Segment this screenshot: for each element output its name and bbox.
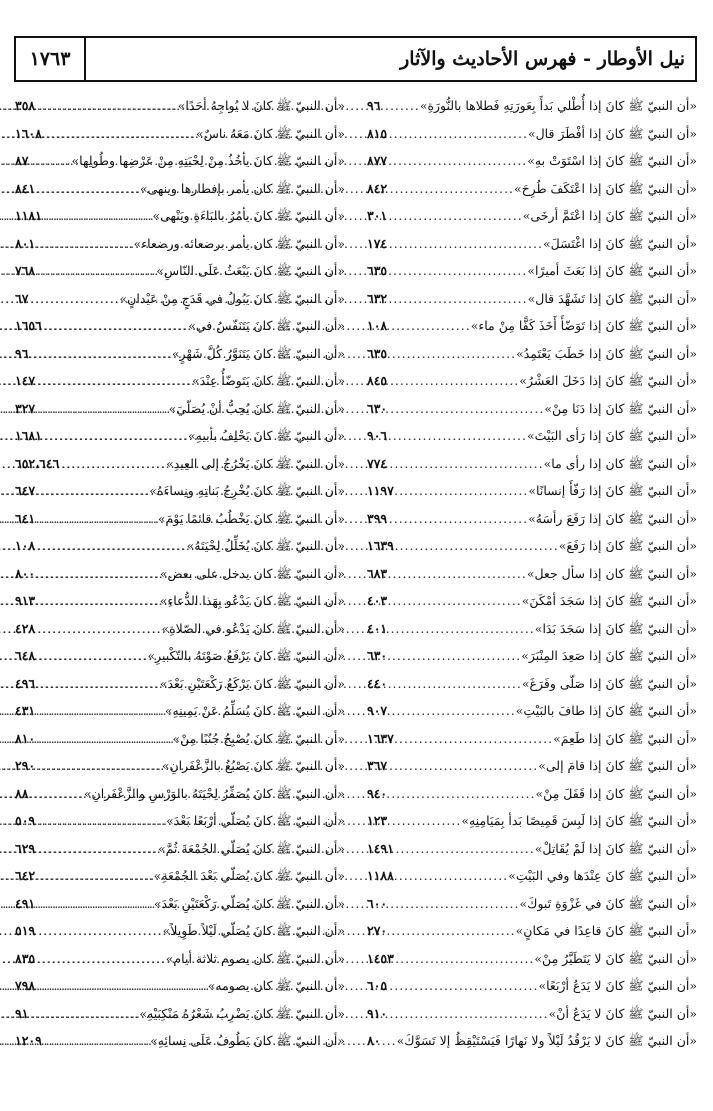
- page-reference: ٤٠٣: [367, 593, 388, 608]
- hadith-text: «أن النبيّ ﷺ كانَ إذا رَفّأَ إنسانًا»: [528, 483, 697, 498]
- page-reference: ٨١٠: [15, 730, 36, 746]
- index-entry: [367, 807, 697, 835]
- hadith-text: «أن النبيّ ﷺ كانَ إذا اعْتَمَّ أرخَى»: [522, 208, 697, 223]
- page-reference: ٢٩٠: [15, 758, 36, 773]
- page-reference: ٨٤٥: [367, 373, 388, 388]
- hadith-text: «أن النبيّ ﷺ كانَ يَرْكَعُ رَكْعَتَيْنِ بَعْدَ»: [159, 675, 345, 691]
- hadith-text: «أن النبيّ ﷺ كانَ إذا اعْتَكَفَ طُرِحَ»: [513, 180, 697, 196]
- hadith-text: «أن النبيّ ﷺ كانَ إذا تَوَضّأَ أَخَذَ كَفًّا مِنْ ماء»: [470, 318, 697, 333]
- page-reference: ٨٧: [15, 153, 29, 168]
- page-reference: ٦٠٠: [367, 895, 388, 911]
- dot-leader: [37, 230, 133, 258]
- page-reference: ١٤٩١: [367, 840, 394, 856]
- page-reference: ٩٦: [367, 98, 381, 113]
- hadith-text: «أن النبيّ ﷺ كانَ إذا لَبِسَ قَمِيصًا بَدأ بِمَيَامِنِهِ»: [461, 813, 697, 828]
- hadith-text: «أن النبيّ ﷺ كانَ لا يَتَطَيَّرُ مِنْ»: [534, 950, 697, 966]
- page-reference: ٣٢٧: [15, 400, 36, 416]
- index-entry: [15, 890, 345, 918]
- hadith-text: «أن النبيّ ﷺ كانَ إذا دَخَلَ العَشْرُ»: [519, 373, 697, 388]
- page-reference: ٩١٣: [15, 593, 36, 608]
- hadith-text: «أن النبيّ ﷺ كانَ إذا رَفَعَ»: [558, 538, 697, 553]
- index-entry: [15, 422, 345, 450]
- page-reference: ١٦٥٦: [15, 318, 42, 333]
- hadith-text: «أن النبيّ ﷺ كانَ يأخُذُ مِنْ لِحْيَتِهِ مِنْ عَرْضِها وطُولِها»: [71, 153, 345, 168]
- hadith-text: «أن النبيّ ﷺ كانَ إذا سَجَدَ أمْكَنَ»: [521, 593, 697, 608]
- index-entry: [367, 1000, 697, 1028]
- hadith-text: «أن النبيّ ﷺ كانَ يَخْطُبُ قائمًا يَوْمَ»: [157, 510, 345, 526]
- page-reference: ٨١٥: [367, 125, 388, 141]
- page-reference: ١٢٠٩: [15, 1033, 42, 1048]
- page-reference: ٣٩٩: [367, 510, 388, 526]
- hadith-text: «أن النبيّ ﷺ كانَ يُسَلِّمُ عَنْ يَمِينِهِ»: [164, 703, 345, 718]
- page-reference: ٥١٩: [15, 923, 36, 938]
- page-reference: ٦٤٨: [15, 648, 36, 663]
- dot-leader: [389, 120, 528, 148]
- page-reference: ٨٠١: [15, 235, 36, 251]
- page-reference: ٩٠٦: [367, 428, 388, 443]
- hadith-text: «أن النبيّ ﷺ كانَ يُخَلِّلُ لِحْيَتَهُ»: [186, 538, 345, 553]
- index-entry: [367, 175, 697, 203]
- hadith-text: «أن النبيّ ﷺ كانَ يَرْفَعُ صَوْتَهُ بالتّكْبيرِ»: [147, 648, 345, 663]
- index-entry: [367, 367, 697, 395]
- index-entry: [15, 505, 345, 533]
- index-entry: [15, 560, 345, 588]
- page-reference: ٤٩٦: [15, 675, 36, 691]
- hadith-text: «أن النبيّ ﷺ كانَ يُصْبِحُ جُنُبًا مِنْ»: [172, 730, 345, 746]
- right-column: [367, 92, 697, 1092]
- hadith-text: «أن النبيّ ﷺ كانَ يَحْلِفُ بأبيهِ»: [188, 428, 345, 443]
- page-reference: ٨٧٧: [367, 153, 388, 168]
- dot-leader: [37, 835, 158, 863]
- hadith-text: «أن النبيّ ﷺ كان يدخل على بعض»: [159, 565, 345, 581]
- page-reference: ٣٠١: [367, 208, 388, 223]
- page-reference: ٦٤٧: [15, 483, 36, 498]
- hadith-text: «أن النبيّ ﷺ كان إذا رأى ما»: [543, 455, 697, 471]
- hadith-text: «أن النبيّ ﷺ كانَ يَتَوضّأُ عِنْدَ»: [191, 373, 345, 388]
- dot-leader: [389, 670, 522, 698]
- index-entry: [367, 917, 697, 945]
- dot-leader: [37, 972, 208, 1000]
- index-entry: [15, 725, 345, 753]
- page-reference: ٩٦: [15, 345, 29, 361]
- index-entry: [15, 312, 345, 340]
- page-reference: ٦٢٩: [15, 840, 36, 856]
- index-entry: [15, 780, 345, 808]
- page-reference: ٦٨٣: [367, 565, 388, 581]
- page-reference: ٩٤٠: [367, 785, 388, 801]
- index-entry: [15, 477, 345, 505]
- index-entry: [15, 395, 345, 423]
- dot-leader: [61, 450, 166, 478]
- index-entry: [15, 697, 345, 725]
- hadith-text: «أن النبيّ ﷺ كانَ إذا أُطْلي بَدأَ بِعَورَتِهِ فَطلاها بالنُّورَةِ»: [419, 98, 697, 113]
- left-column: [15, 92, 345, 1092]
- page-reference: ٤٣١: [15, 703, 36, 718]
- dot-leader: [389, 587, 522, 615]
- hadith-text: «أن النبيّ ﷺ كانَ لا يَدَعُ أرْبَعًا»: [538, 978, 697, 993]
- page-reference: ٥٠٩: [15, 813, 36, 828]
- index-entry: [367, 505, 697, 533]
- index-entry: [15, 92, 345, 120]
- index-columns: [14, 92, 697, 1092]
- hadith-text: «أن النبيّ ﷺ كانَ إذا خَطَبَ يَعْتَمِدُ»: [516, 345, 697, 361]
- index-entry: [15, 670, 345, 698]
- index-entry: [15, 945, 345, 973]
- index-entry: [15, 917, 345, 945]
- dot-leader: [389, 450, 543, 478]
- page-reference: ٦٣٠: [367, 648, 388, 663]
- hadith-text: «أن النبيّ ﷺ كانَ إذا لَمْ يُقَاتِلْ»: [534, 840, 697, 856]
- dot-leader: [389, 422, 527, 450]
- hadith-text: «أن النبيّ ﷺ كانَ يُصَلّي رَكْعَتَيْنِ بَعْدَ»: [153, 895, 345, 911]
- dot-leader: [37, 367, 192, 395]
- index-entry: [367, 92, 697, 120]
- hadith-text: «أن النبيّ ﷺ كانَ إذا دَنَا مِنْ»: [544, 400, 697, 416]
- hadith-text: «أن النبيّ ﷺ كانَ يَصْبُغُ بالزَّعْفَرانِ»: [161, 758, 345, 773]
- page-reference: ٣٥٨: [15, 98, 36, 113]
- dot-leader: [37, 615, 161, 643]
- dot-leader: [44, 202, 153, 230]
- dot-leader: [37, 862, 154, 890]
- hadith-text: «أن النبيّ ﷺ كانَ إذا اغْتَسَلَ»: [542, 235, 697, 251]
- hadith-text: «أن النبيّ ﷺ كانَ يَدْعُو بِهَذا الدُّعاءِ»: [159, 593, 345, 608]
- dot-leader: [389, 807, 461, 835]
- index-entry: [367, 532, 697, 560]
- index-entry: [15, 862, 345, 890]
- page-reference: ٤٤٠: [367, 675, 388, 691]
- index-entry: [367, 615, 697, 643]
- index-entry: [15, 1000, 345, 1028]
- dot-leader: [37, 697, 165, 725]
- dot-leader: [389, 367, 519, 395]
- page-reference: ٦٣٥: [367, 345, 388, 361]
- dot-leader: [389, 230, 543, 258]
- index-entry: [367, 257, 697, 285]
- index-entry: [15, 120, 345, 148]
- hadith-text: «أن النبيّ ﷺ كانَ يُصَفِّرُ لِحْيَتَهُ بالوَرْسِ والزَّعْفَرانِ»: [83, 785, 345, 801]
- page-reference: ٦٣٢: [367, 290, 388, 306]
- dot-leader: [30, 285, 119, 313]
- dot-leader: [389, 560, 527, 588]
- dot-leader: [44, 1027, 150, 1055]
- dot-leader: [37, 670, 160, 698]
- hadith-text: «أن النبيّ ﷺ كانَ في غَزْوَةِ تَبوكَ»: [519, 895, 697, 911]
- dot-leader: [389, 257, 527, 285]
- page-reference: ٦٧: [15, 290, 29, 306]
- hadith-text: «أن النبيّ ﷺ كانَ يُحِبُّ أنْ يُصَلّيَ»: [168, 400, 345, 416]
- dot-leader: [37, 725, 172, 753]
- page-reference: ٧٩٨: [15, 978, 36, 993]
- hadith-text: «أن النبيّ ﷺ كانَ إذا صَلّى وفَرَغَ»: [521, 675, 697, 691]
- hadith-text: «أن النبيّ ﷺ كان يأمر بإفطارها وينهى»: [139, 180, 345, 196]
- index-entry: [367, 835, 697, 863]
- dot-leader: [396, 862, 508, 890]
- index-entry: [367, 862, 697, 890]
- dot-leader: [389, 1000, 548, 1028]
- hadith-text: «أن النبيّ ﷺ كانَ إذا رَفَعَ رأسَهُ»: [528, 510, 697, 526]
- dot-leader: [389, 395, 544, 423]
- index-entry: [15, 615, 345, 643]
- hadith-text: «أن النبيّ ﷺ كان يصوم ثلاثة أيام»: [165, 950, 345, 966]
- page-reference: ١٦٨١: [15, 428, 42, 443]
- index-entry: [15, 175, 345, 203]
- hadith-text: «أن النبيّ ﷺ كان إذا سأل جعل»: [526, 565, 697, 581]
- page-reference: ٦٠٥: [367, 978, 388, 993]
- index-entry: [367, 120, 697, 148]
- dot-leader: [389, 202, 523, 230]
- index-entry: [15, 1027, 345, 1055]
- index-entry: [367, 340, 697, 368]
- hadith-text: «أن النبيّ ﷺ كانَ يَدْعُو في الصّلاةِ»: [161, 620, 345, 636]
- page-reference: ١٠٨: [15, 538, 36, 553]
- page-reference: ١١٨٨: [367, 868, 394, 883]
- hadith-text: «أن النبيّ ﷺ كانَ يَبُولُ في قَدَحٍ مِنْ عَيْدانٍ»: [119, 290, 345, 306]
- hadith-text: «أن النبيّ ﷺ كانَ إذا قامَ إلى»: [538, 758, 697, 773]
- page-reference: ٨٠: [367, 1033, 381, 1048]
- index-entry: [367, 450, 697, 478]
- dot-leader: [37, 532, 186, 560]
- page-reference: ١١٨١: [15, 208, 42, 223]
- hadith-text: «أن النبيّ ﷺ كانَ يَضْرِبُ شَعْرُهُ مَنْكِبَيْهِ»: [139, 1005, 345, 1021]
- dot-leader: [37, 642, 147, 670]
- dot-leader: [37, 477, 149, 505]
- page-reference: ٤٩١: [15, 895, 36, 911]
- page-reference: ٦٥٢،٦٤٦: [15, 455, 60, 471]
- dot-leader: [37, 395, 168, 423]
- page-reference: ١٦٣٧: [367, 730, 394, 746]
- dot-leader: [389, 285, 527, 313]
- index-entry: [15, 147, 345, 175]
- dot-leader: [396, 835, 535, 863]
- index-entry: [367, 587, 697, 615]
- index-entry: [367, 890, 697, 918]
- hadith-text: «أن النبيّ ﷺ كانَ يُصَلّي الجُمْعَةَ ثُمَّ»: [157, 840, 345, 856]
- dot-leader: [30, 1000, 139, 1028]
- index-entry: [367, 147, 697, 175]
- hadith-text: «أن النبيّ ﷺ كانَ إذا رَأى البَيْتَ»: [527, 428, 697, 443]
- hadith-text: «أن النبيّ ﷺ كانَ يأمُرُ بالبَاءَةِ ويَنْهى»: [152, 208, 345, 223]
- index-entry: [367, 780, 697, 808]
- hadith-text: «أن النبيّ ﷺ كانَ إذا أفْطَرَ قال»: [527, 125, 697, 141]
- page-reference: ٤٢٨: [15, 620, 36, 636]
- dot-leader: [389, 312, 471, 340]
- index-entry: [367, 972, 697, 1000]
- dot-leader: [396, 725, 553, 753]
- index-entry: [15, 807, 345, 835]
- hadith-text: «أن النبيّ ﷺ كانَ يُصَلّي بَعْدَ الجُمْعَةِ»: [153, 868, 345, 883]
- dot-leader: [396, 477, 529, 505]
- index-entry: [15, 642, 345, 670]
- hadith-text: «أن النبيّ ﷺ كانَ يُصَلّي لَيْلاً طَوِيلاً»: [162, 923, 345, 938]
- dot-leader: [37, 890, 154, 918]
- hadith-text: «أن النبيّ ﷺ كانَ إذا بَعَثَ أميرًا»: [527, 263, 697, 278]
- index-entry: [367, 312, 697, 340]
- page-reference: ٢٧٠: [367, 923, 388, 938]
- index-entry: [15, 257, 345, 285]
- index-entry: [15, 367, 345, 395]
- page-reference: ٨٤٢: [367, 180, 388, 196]
- page-reference: ٨٨: [15, 785, 29, 801]
- dot-leader: [30, 147, 71, 175]
- index-entry: [15, 532, 345, 560]
- index-entry: [367, 945, 697, 973]
- dot-leader: [389, 780, 535, 808]
- dot-leader: [396, 532, 559, 560]
- page-reference: ٩٠٧: [367, 703, 388, 718]
- page-number: ١٧٦٣: [16, 38, 86, 80]
- index-entry: [15, 835, 345, 863]
- hadith-text: «أن النبيّ ﷺ كانَ مَعَهُ ناسٌ»: [195, 125, 345, 141]
- dot-leader: [389, 697, 516, 725]
- hadith-text: «أن النبيّ ﷺ كانَ إذا طَعِمَ»: [553, 730, 697, 746]
- dot-leader: [389, 175, 514, 203]
- page-reference: ٨٤١: [15, 180, 36, 196]
- page-reference: ١٦٠٨: [15, 125, 42, 141]
- page-reference: ١١٩٧: [367, 483, 394, 498]
- dot-leader: [44, 312, 188, 340]
- index-entry: [367, 477, 697, 505]
- dot-leader: [37, 92, 178, 120]
- page-reference: ١٤٥٣: [367, 950, 394, 966]
- dot-leader: [389, 615, 535, 643]
- dot-leader: [389, 642, 521, 670]
- index-entry: [367, 725, 697, 753]
- hadith-text: «أن النبيّ ﷺ كانَ لا يُواجِهُ أحَدًا»: [177, 98, 345, 113]
- dot-leader: [30, 340, 171, 368]
- page-reference: ٩١: [15, 1005, 29, 1021]
- index-entry: [367, 395, 697, 423]
- page-header: [14, 36, 697, 82]
- index-entry: [367, 230, 697, 258]
- index-entry: [367, 752, 697, 780]
- page-reference: ١٢٣: [367, 813, 388, 828]
- dot-leader: [44, 120, 196, 148]
- hadith-text: «أن النبيّ ﷺ كانَ يَخْرُجُ إلى العِيدِ»: [166, 455, 345, 471]
- index-entry: [367, 285, 697, 313]
- index-entry: [15, 752, 345, 780]
- page-reference: ١٠٨: [367, 318, 388, 333]
- dot-leader: [389, 505, 528, 533]
- page-reference: ٦٤٢: [15, 868, 36, 883]
- index-entry: [367, 642, 697, 670]
- index-entry: [367, 422, 697, 450]
- hadith-text: «أن النبيّ ﷺ كانَ يُصَلّي أرْبَعًا بَعْدَ»: [166, 813, 345, 828]
- dot-leader: [389, 972, 538, 1000]
- hadith-text: «أن النبيّ ﷺ كانَ إذا اسْتَوَتْ بهِ»: [527, 153, 697, 168]
- index-entry: [367, 1027, 697, 1055]
- index-entry: [15, 972, 345, 1000]
- dot-leader: [37, 587, 160, 615]
- index-entry: [15, 230, 345, 258]
- hadith-text: «أن النبيّ ﷺ كان يأمر برضعائه ورضعاء»: [133, 235, 345, 251]
- dot-leader: [389, 340, 516, 368]
- page-reference: ١٤٧: [15, 373, 36, 388]
- dot-leader: [44, 422, 188, 450]
- page-reference: ٦٣٥: [367, 263, 388, 278]
- hadith-text: «أن النبيّ ﷺ كانَ يَطُوفُ عَلَى نِسائِهِ»: [150, 1033, 345, 1048]
- hadith-text: «أن النبيّ ﷺ كانَ إذا طافَ بالبَيْتِ»: [515, 703, 697, 718]
- dot-leader: [389, 752, 538, 780]
- page-reference: ٦٣٠: [367, 400, 388, 416]
- dot-leader: [389, 890, 519, 918]
- dot-leader: [37, 752, 162, 780]
- dot-leader: [396, 945, 535, 973]
- hadith-text: «أن النبيّ ﷺ كانَ يَتَنَفّسُ في»: [188, 318, 345, 333]
- page-reference: ٤٠١: [367, 620, 388, 636]
- dot-leader: [37, 175, 140, 203]
- page-title: نيل الأوطار - فهرس الأحاديث والآثار: [400, 48, 685, 70]
- hadith-text: «أن النبيّ ﷺ كانَ يَتَنَوَّرُ كُلَّ شَهْرٍ»: [171, 345, 345, 361]
- dot-leader: [389, 147, 527, 175]
- dot-leader: [37, 257, 156, 285]
- hadith-text: «أن النبيّ ﷺ كانَ قاعِدًا في مَكانٍ»: [515, 923, 697, 938]
- dot-leader: [37, 560, 160, 588]
- hadith-text: «أن النبيّ ﷺ كان يصومه»: [207, 978, 345, 993]
- page-reference: ٣٦٧: [367, 758, 388, 773]
- index-entry: [15, 340, 345, 368]
- index-entry: [367, 697, 697, 725]
- index-entry: [367, 202, 697, 230]
- dot-leader: [37, 505, 158, 533]
- page-reference: ٨٣٥: [15, 950, 36, 966]
- page-reference: ٧٧٤: [367, 455, 388, 471]
- hadith-text: «أن النبيّ ﷺ كانَ يَبْعَثُ عَلَى النّاسِ»: [156, 263, 345, 278]
- hadith-text: «أن النبيّ ﷺ كانَ إذا سَجَدَ بَدَا»: [534, 620, 697, 636]
- hadith-text: «أن النبيّ ﷺ كانَ إذا قَفَلَ مِنْ»: [535, 785, 697, 801]
- dot-leader: [37, 917, 163, 945]
- hadith-text: «أن النبيّ ﷺ كانَ لا يَدَعُ أنْ»: [548, 1005, 697, 1021]
- hadith-text: «أن النبيّ ﷺ كانَ إذا صَعِدَ المِنْبَرَ»: [521, 648, 697, 663]
- page-reference: ١٧٤: [367, 235, 388, 251]
- dot-leader: [37, 945, 166, 973]
- page-reference: ٦٤١: [15, 510, 36, 526]
- hadith-text: «أن النبيّ ﷺ كانَ يُخْرِجُ بَناتِهِ ونِساءَهُ»: [149, 483, 345, 498]
- page-reference: ٨٠٠: [15, 565, 36, 581]
- index-entry: [15, 285, 345, 313]
- index-entry: [15, 450, 345, 478]
- dot-leader: [37, 807, 166, 835]
- page-reference: ٧٦٨: [15, 263, 36, 278]
- dot-leader: [382, 92, 419, 120]
- index-entry: [15, 587, 345, 615]
- hadith-text: «أن النبيّ ﷺ كانَ إذا تَشَهَّدَ قال»: [527, 290, 697, 306]
- page-reference: ١٦٣٩: [367, 538, 394, 553]
- page-reference: ٩١٠: [367, 1005, 388, 1021]
- dot-leader: [382, 1027, 396, 1055]
- index-entry: [15, 202, 345, 230]
- index-entry: [367, 560, 697, 588]
- hadith-text: «أن النبيّ ﷺ كانَ لا يَرْقُدُ لَيْلاً ولا نَهارًا فَيَسْتَيْقِظُ إلا تَسَوَّكَ»: [396, 1033, 697, 1048]
- index-entry: [367, 670, 697, 698]
- dot-leader: [30, 780, 83, 808]
- hadith-text: «أن النبيّ ﷺ كانَ عِنْدَها وفي البَيْتِ»: [508, 868, 697, 883]
- dot-leader: [389, 917, 516, 945]
